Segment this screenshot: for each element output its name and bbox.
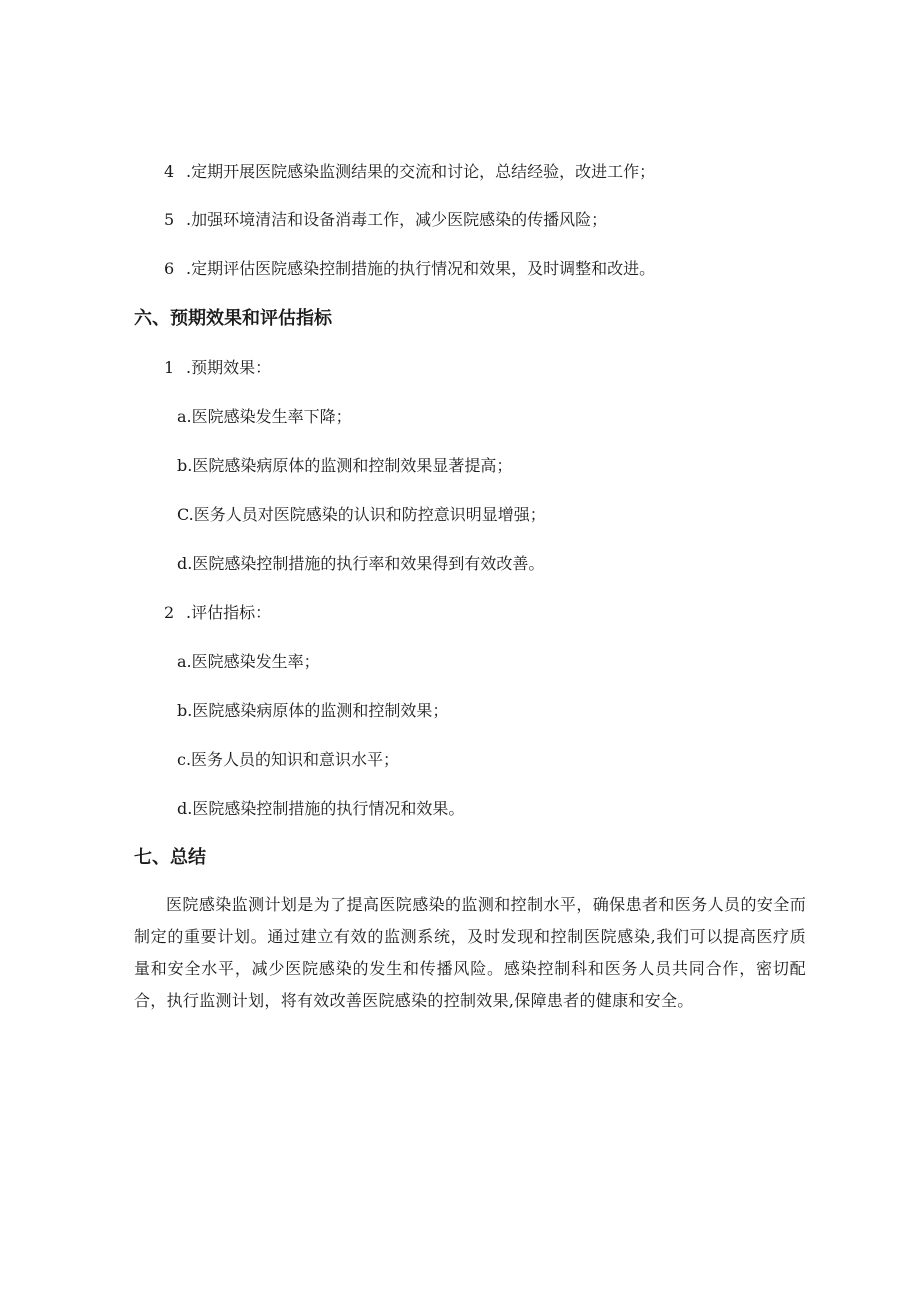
list-item-number: 4 <box>164 162 175 181</box>
sub-item: b.医院感染病原体的监测和控制效果； <box>177 701 449 720</box>
list-item-4 <box>164 161 655 183</box>
list-item-eval-indicators <box>164 602 271 624</box>
sub-item: d.医院感染控制措施的执行率和效果得到有效改善。 <box>177 554 545 573</box>
list-item-text: .加强环境清洁和设备消毒工作，减少医院感染的传播风险； <box>186 210 608 229</box>
sub-item: a.医院感染发生率下降； <box>177 407 352 426</box>
sub-item: b.医院感染病原体的监测和控制效果显著提高； <box>177 456 513 475</box>
list-item-text: .预期效果： <box>186 358 272 377</box>
section-heading-6: 六、预期效果和评估指标 <box>134 308 332 329</box>
list-item-6 <box>164 258 655 280</box>
list-item-5 <box>164 209 607 231</box>
list-item-text: .定期开展医院感染监测结果的交流和讨论，总结经验，改进工作； <box>186 162 656 181</box>
section-heading-7: 七、总结 <box>134 847 206 868</box>
list-item-text: .评估指标： <box>186 603 272 622</box>
list-item-number: 2 <box>164 603 175 622</box>
sub-item: C.医务人员对医院感染的认识和防控意识明显增强； <box>177 505 546 524</box>
list-item-number: 6 <box>164 259 175 278</box>
summary-paragraph: 医院感染监测计划是为了提高医院感染的监测和控制水平，确保患者和医务人员的安全而制定的重要计划。通过建立有效的监测系统，及时发现和控制医院感染,我们可以提高医疗质量和安全水平，减少医院感染的发生和传播风险。感染控制科和医务人员共同合作，密切配合，执行监测计划，将有效改善医院感染的控制效果,保障患者的健康和安全。 <box>134 895 806 1010</box>
list-item-number: 5 <box>164 210 175 229</box>
list-item-number: 1 <box>164 358 175 377</box>
list-item-text: .定期评估医院感染控制措施的执行情况和效果，及时调整和改进。 <box>186 259 656 278</box>
sub-item: a.医院感染发生率； <box>177 652 320 671</box>
list-item-expected-effects <box>164 357 271 379</box>
sub-item: c.医务人员的知识和意识水平； <box>177 750 400 769</box>
sub-item: d.医院感染控制措施的执行情况和效果。 <box>177 799 465 818</box>
